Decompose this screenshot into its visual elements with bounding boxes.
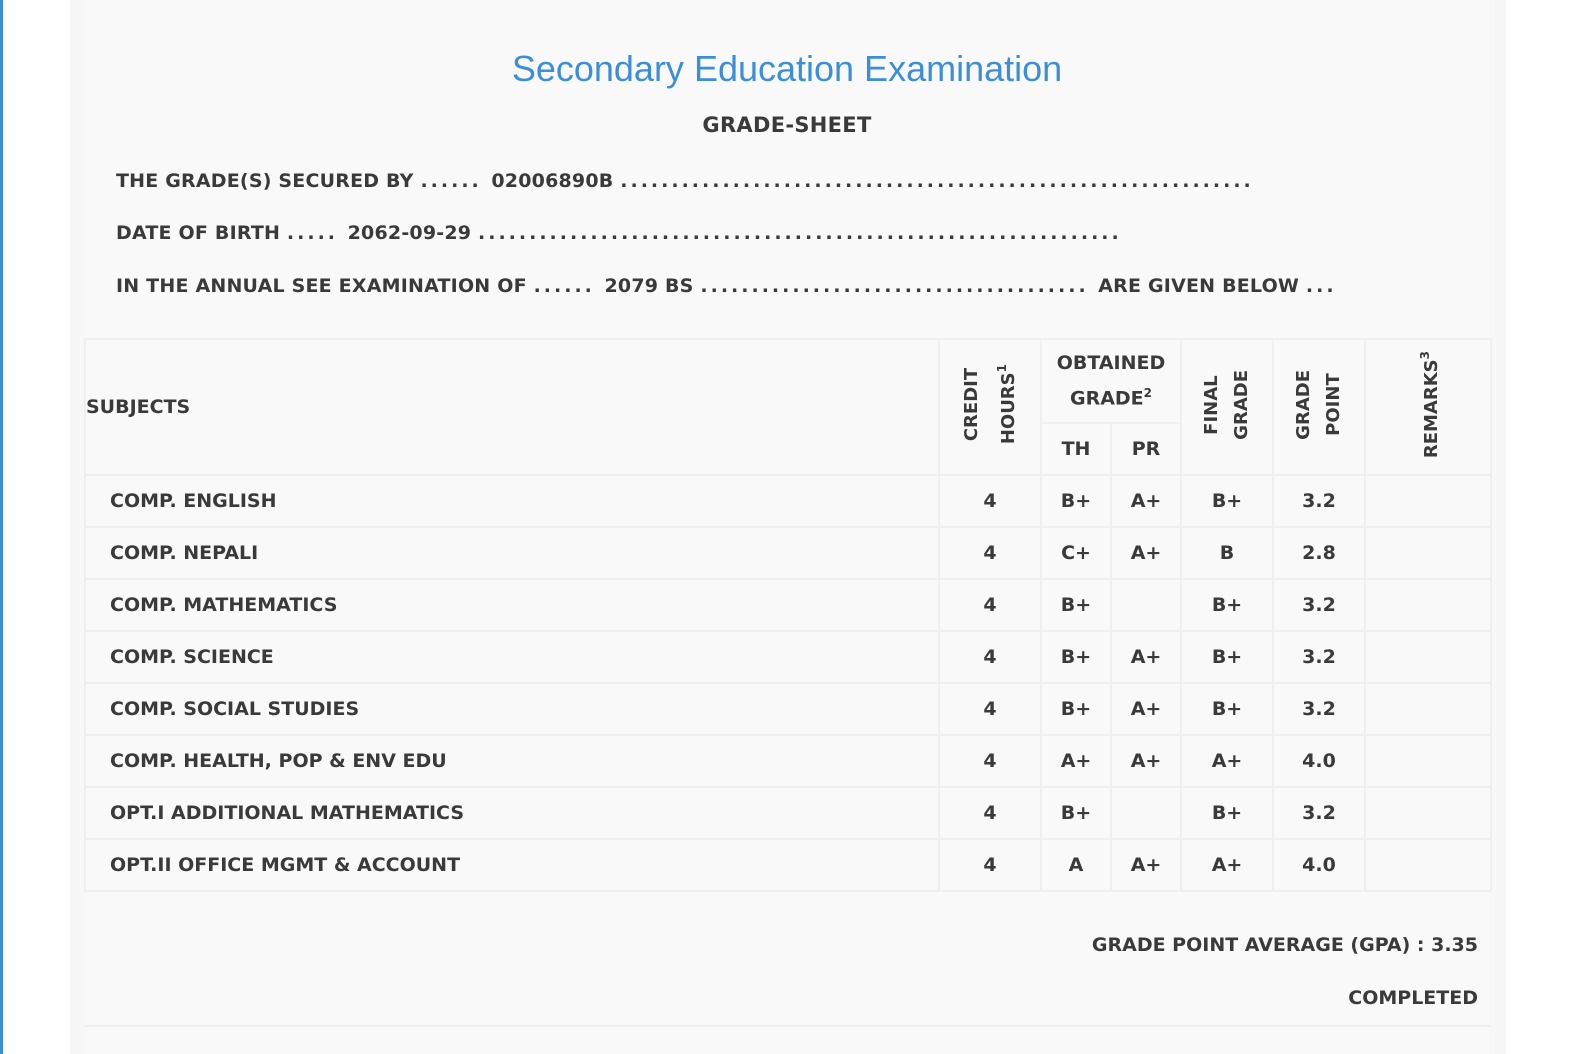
grade-sheet-heading: GRADE-SHEET bbox=[702, 113, 872, 137]
practical-grade: A+ bbox=[1111, 631, 1181, 683]
table-row bbox=[85, 579, 1491, 631]
final-grade: B+ bbox=[1181, 579, 1273, 631]
table-row bbox=[85, 527, 1491, 579]
subject-name: COMP. SCIENCE bbox=[85, 631, 939, 683]
grades-table bbox=[84, 338, 1492, 892]
table-row bbox=[85, 631, 1491, 683]
credit-hours: 4 bbox=[939, 579, 1041, 631]
remarks bbox=[1365, 631, 1491, 683]
secured-by-line: THE GRADE(S) SECURED BY ...... 02006890B .............................................................. bbox=[116, 170, 1254, 192]
theory-grade: B+ bbox=[1041, 683, 1111, 735]
final-grade: A+ bbox=[1181, 839, 1273, 891]
subject-name: OPT.II OFFICE MGMT & ACCOUNT bbox=[85, 839, 939, 891]
grade-point: 3.2 bbox=[1273, 579, 1365, 631]
theory-grade: B+ bbox=[1041, 631, 1111, 683]
final-grade: B+ bbox=[1181, 475, 1273, 527]
credit-hours: 4 bbox=[939, 683, 1041, 735]
footer-divider bbox=[84, 1025, 1490, 1027]
remarks-header: REMARKS$^3$ bbox=[1365, 339, 1491, 475]
table-row bbox=[85, 735, 1491, 787]
symbol-number: 02006890B bbox=[491, 170, 614, 192]
final-grade: A+ bbox=[1181, 735, 1273, 787]
practical-grade bbox=[1111, 787, 1181, 839]
remarks bbox=[1365, 683, 1491, 735]
theory-grade: C+ bbox=[1041, 527, 1111, 579]
grade-sheet-panel bbox=[84, 0, 1490, 1054]
subject-name: COMP. MATHEMATICS bbox=[85, 579, 939, 631]
practical-grade: A+ bbox=[1111, 475, 1181, 527]
table-row bbox=[85, 475, 1491, 527]
final-grade: B+ bbox=[1181, 683, 1273, 735]
practical-grade: A+ bbox=[1111, 683, 1181, 735]
table-row bbox=[85, 787, 1491, 839]
theory-grade: A bbox=[1041, 839, 1111, 891]
subject-name: COMP. NEPALI bbox=[85, 527, 939, 579]
final-grade: B bbox=[1181, 527, 1273, 579]
gpa-summary: GRADE POINT AVERAGE (GPA) : 3.35 bbox=[1091, 934, 1478, 956]
grade-point: 3.2 bbox=[1273, 683, 1365, 735]
grade-point: 3.2 bbox=[1273, 631, 1365, 683]
remarks bbox=[1365, 787, 1491, 839]
theory-grade: A+ bbox=[1041, 735, 1111, 787]
grade-point: 3.2 bbox=[1273, 787, 1365, 839]
final-grade: B+ bbox=[1181, 631, 1273, 683]
theory-grade: B+ bbox=[1041, 579, 1111, 631]
grade-point: 3.2 bbox=[1273, 475, 1365, 527]
dob-line: DATE OF BIRTH ..... 2062-09-29 ............................................................... bbox=[116, 222, 1122, 244]
exam-year: 2079 BS bbox=[604, 275, 694, 297]
credit-hours-header: CREDIT HOURS$^1$ bbox=[939, 339, 1041, 475]
dob-label: DATE OF BIRTH bbox=[116, 222, 281, 244]
remarks bbox=[1365, 527, 1491, 579]
remarks bbox=[1365, 839, 1491, 891]
final-grade: B+ bbox=[1181, 787, 1273, 839]
theory-grade: B+ bbox=[1041, 475, 1111, 527]
table-row bbox=[85, 683, 1491, 735]
dob-value: 2062-09-29 bbox=[347, 222, 472, 244]
practical-grade: A+ bbox=[1111, 735, 1181, 787]
credit-hours: 4 bbox=[939, 839, 1041, 891]
obtained-grade-header: OBTAINED GRADE$^2$ bbox=[1041, 339, 1181, 423]
remarks bbox=[1365, 735, 1491, 787]
subject-name: COMP. ENGLISH bbox=[85, 475, 939, 527]
secured-by-label: THE GRADE(S) SECURED BY bbox=[116, 170, 414, 192]
subjects-header: SUBJECTS bbox=[85, 339, 939, 475]
credit-hours: 4 bbox=[939, 631, 1041, 683]
subject-name: OPT.I ADDITIONAL MATHEMATICS bbox=[85, 787, 939, 839]
left-accent-bar bbox=[0, 0, 3, 1054]
exam-line: IN THE ANNUAL SEE EXAMINATION OF ...... 2079 BS ...................................... ARE GIVEN BELOW ... bbox=[116, 275, 1337, 297]
remarks bbox=[1365, 475, 1491, 527]
practical-header: PR bbox=[1111, 423, 1181, 475]
credit-hours: 4 bbox=[939, 735, 1041, 787]
grade-sheet-card bbox=[70, 0, 1506, 1054]
subject-name: COMP. HEALTH, POP & ENV EDU bbox=[85, 735, 939, 787]
grade-point: 4.0 bbox=[1273, 735, 1365, 787]
table-row bbox=[85, 839, 1491, 891]
theory-grade: B+ bbox=[1041, 787, 1111, 839]
practical-grade: A+ bbox=[1111, 839, 1181, 891]
result-status: COMPLETED bbox=[1348, 987, 1478, 1009]
remarks bbox=[1365, 579, 1491, 631]
exam-title: Secondary Education Examination bbox=[511, 48, 1063, 89]
credit-hours: 4 bbox=[939, 475, 1041, 527]
credit-hours: 4 bbox=[939, 527, 1041, 579]
final-grade-header: FINAL GRADE bbox=[1181, 339, 1273, 475]
practical-grade: A+ bbox=[1111, 527, 1181, 579]
practical-grade bbox=[1111, 579, 1181, 631]
given-below-text: ARE GIVEN BELOW bbox=[1098, 275, 1300, 297]
grade-point-header: GRADE POINT bbox=[1273, 339, 1365, 475]
subject-name: COMP. SOCIAL STUDIES bbox=[85, 683, 939, 735]
grade-point: 2.8 bbox=[1273, 527, 1365, 579]
theory-header: TH bbox=[1041, 423, 1111, 475]
credit-hours: 4 bbox=[939, 787, 1041, 839]
grade-point: 4.0 bbox=[1273, 839, 1365, 891]
exam-label: IN THE ANNUAL SEE EXAMINATION OF bbox=[116, 275, 527, 297]
